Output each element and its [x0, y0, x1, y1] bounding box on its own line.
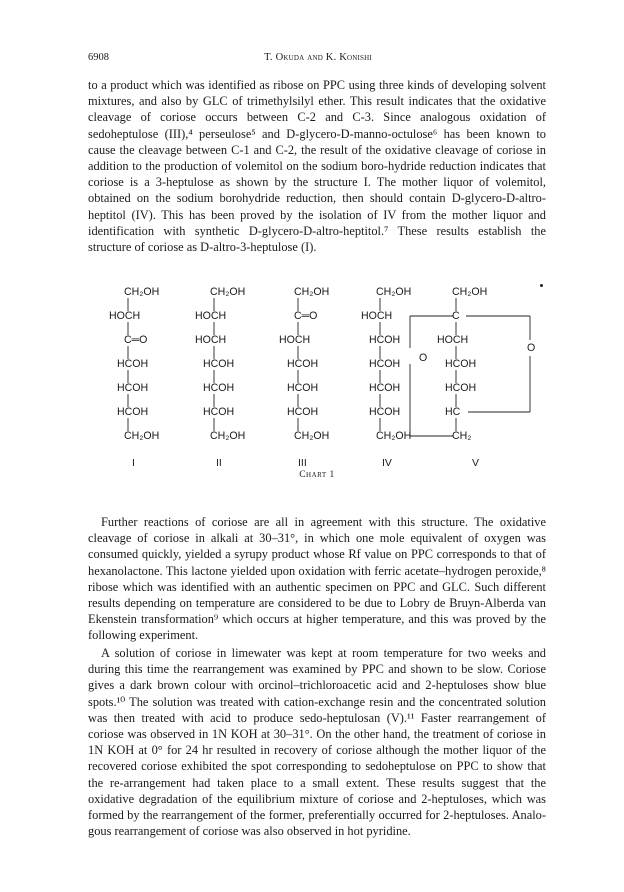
structure-iii: [279, 286, 370, 458]
carbon-group: HCOH: [203, 358, 235, 370]
running-head: T. Okuda and K. Konishi: [264, 52, 372, 63]
chart-1-structures: [88, 282, 546, 480]
structure-iv: [361, 286, 452, 458]
carbon-group: CH₂OH: [294, 286, 330, 298]
carbon-group: HOCH: [195, 310, 227, 322]
carbon-group: CH₂OH: [376, 430, 412, 442]
paragraph-1: to a product which was identified as ribose on PPC using three kinds of developing solvent mixtures, and also by GLC of trimethylsilyl ether. This result indicates that the oxidative cleavage of coriose occurs between C-2 and C-3. Since analogous oxidation of sedoheptulose (III),⁴ perseulose⁵ and D-glycero-D-manno-octulose⁶ has been known to cause the cleavage between C-1 and C-2, the result of the oxidative cleavage of coriose in addition to the production of volemitol on the sodium boro-hydride reduction indicates that coriose is a 3-heptulose as shown by the structure I. The mother liquor of volemitol, obtained on the sodium borohydride reduction, then should contain D-glycero-D-altro-heptitol (IV). This has been proved by the isolation of IV from the mother liquor and identification with synthetic D-glycero-D-altro-heptitol.⁷ These results establish the structure of coriose as D-altro-3-heptulose (I).: [88, 78, 546, 255]
structure-i: [109, 286, 200, 458]
carbon-group: CH₂OH: [294, 430, 330, 442]
paragraph-2: Further reactions of coriose are all in agreement with this structure. The oxidative cleavage of coriose in alkali at 30–31°, in which one mole equivalent of oxygen was consumed quickly, yielded a syrupy product whose Rf value on PPC corresponds to that of hexanolactone. This lactone yielded upon oxidation with ferric acetate–hydrogen peroxide,⁸ ribose which was identified with an authentic specimen on PPC and GLC. Such different results depending on temperature are considered to be due to Lobry de Bruyn-Alberda van Ekenstein transformation⁹ which occurs at higher temperature, and this was proved by the following experiment.: [88, 515, 546, 643]
carbon-group: HCOH: [445, 358, 477, 370]
carbon-group: CH₂OH: [124, 430, 160, 442]
ring-oxygen-left: O: [419, 352, 428, 364]
carbon-group: HOCH: [279, 334, 311, 346]
carbon-group: HCOH: [203, 406, 235, 418]
carbon-group: HCOH: [287, 382, 319, 394]
carbon-group: C: [452, 310, 460, 322]
carbon-group: CH₂OH: [124, 286, 160, 298]
page-header: [88, 52, 548, 66]
ring-oxygen-right: O: [527, 342, 536, 354]
stray-mark: [540, 284, 543, 287]
carbon-group: HCOH: [369, 406, 401, 418]
carbon-group: HOCH: [195, 334, 227, 346]
structure-label-iv: IV: [382, 457, 392, 469]
page-number: 6908: [88, 52, 109, 63]
carbon-group: HOCH: [437, 334, 469, 346]
carbon-group: CH₂OH: [210, 286, 246, 298]
carbon-group: HCOH: [117, 406, 149, 418]
carbon-group: CH₂OH: [452, 286, 488, 298]
carbon-group: HOCH: [361, 310, 393, 322]
carbon-group: CH₂OH: [376, 286, 412, 298]
carbon-group: HC: [445, 406, 461, 418]
chart-caption: Chart 1: [299, 470, 335, 480]
carbon-group: HCOH: [117, 382, 149, 394]
carbon-group: HCOH: [369, 334, 401, 346]
carbon-group: HCOH: [445, 382, 477, 394]
carbon-group: HCOH: [287, 406, 319, 418]
carbon-group: CH₂OH: [210, 430, 246, 442]
carbon-group: HCOH: [369, 358, 401, 370]
carbon-group: C═O: [124, 334, 148, 346]
carbon-group: C═O: [294, 310, 318, 322]
structure-ii: [195, 286, 286, 458]
structure-v: [437, 286, 528, 458]
paragraph-3: A solution of coriose in limewater was kept at room temperature for two weeks and during this time the rearrangement was examined by PPC and shown to be slow. Coriose gives a dark brown colour with orcinol–trichloroacetic acid and 2-heptuloses show blue spots.¹⁰ The solution was treated with cation-exchange resin and the concentrated solution was then treated with acid to produce sedo-heptulosan (V).¹¹ Faster rearrangement of coriose was observed in 1N KOH at 30–31°. On the other hand, the treatment of coriose in 1N KOH at 0° for 24 hr resulted in recovery of coriose although the mother liquor of the recovered coriose exhibited the spot corresponding to sedoheptulose on PPC to show that the re-arrangement had taken place to a small extent. These results suggest that the oxidative degradation of the equilibrium mixture of coriose and 2-heptuloses, which was formed by the rearrangement of the former, preferentially occurred for 2-heptuloses. Analo-gous rearrangement of coriose was also observed in hot pyridine.: [88, 646, 546, 839]
structure-label-iii: III: [298, 457, 307, 469]
carbon-group: HCOH: [287, 358, 319, 370]
carbon-group: HCOH: [203, 382, 235, 394]
structure-label-i: I: [132, 457, 135, 469]
structure-label-ii: II: [216, 457, 222, 469]
carbon-group: CH₂: [452, 430, 472, 442]
carbon-group: HCOH: [117, 358, 149, 370]
structure-label-v: V: [472, 457, 480, 469]
carbon-group: HCOH: [369, 382, 401, 394]
carbon-group: HOCH: [109, 310, 141, 322]
